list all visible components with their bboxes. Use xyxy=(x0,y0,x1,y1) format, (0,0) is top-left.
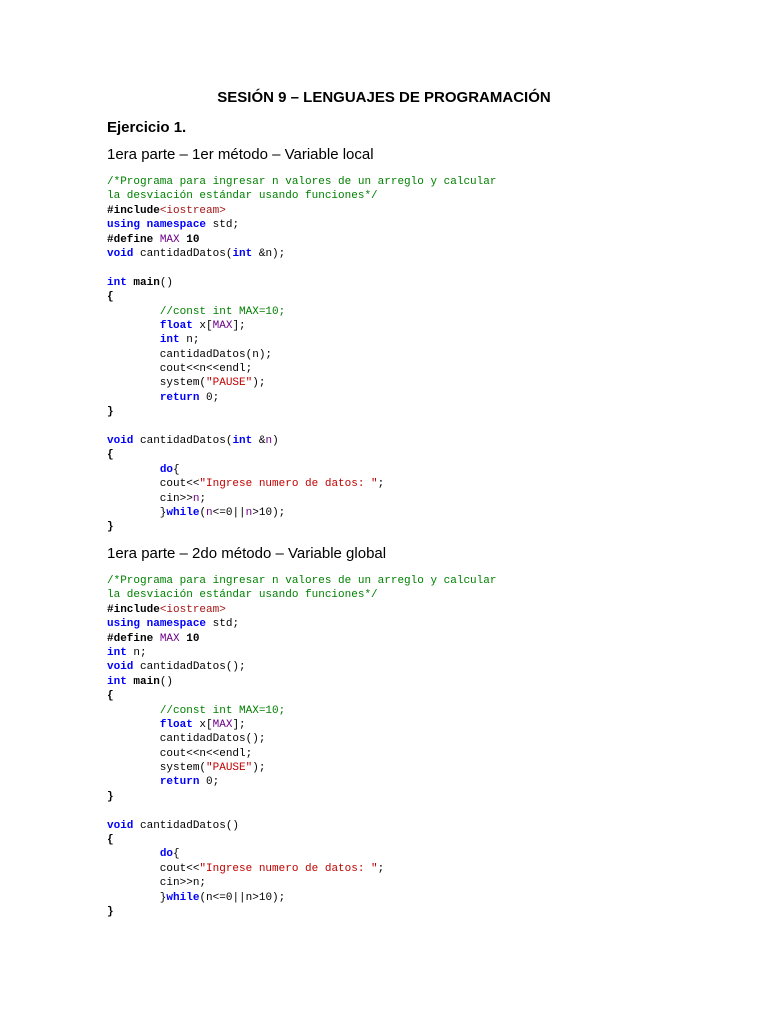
code-token: n; xyxy=(126,646,147,659)
code-token: <iostream> xyxy=(159,603,226,616)
code-token: la desviación estándar usando funciones*/ xyxy=(107,589,378,602)
code-line xyxy=(107,376,496,390)
code-token: int xyxy=(107,675,127,688)
code-token: std; xyxy=(206,219,240,232)
code-token: ]; xyxy=(232,718,246,731)
code-line xyxy=(107,675,496,689)
code-token: n xyxy=(245,506,253,519)
code-token: int xyxy=(107,276,127,289)
code-line xyxy=(107,761,496,775)
code-token: } xyxy=(107,506,167,519)
code-token: #include xyxy=(107,204,160,217)
code-token xyxy=(107,776,160,788)
code-token xyxy=(107,334,160,346)
code-line xyxy=(107,847,496,861)
code-token: MAX xyxy=(212,718,233,731)
code-token: do xyxy=(159,463,174,476)
code-token: while xyxy=(166,891,200,904)
code-token: float xyxy=(159,319,193,332)
code-token xyxy=(107,705,160,717)
code-line xyxy=(107,405,496,419)
code-line xyxy=(107,506,496,520)
code-line xyxy=(107,305,496,319)
code-token: cantidadDatos(n); xyxy=(107,348,273,361)
code-line xyxy=(107,333,496,347)
code-line xyxy=(107,732,496,746)
code-line xyxy=(107,434,496,448)
code-block-global-variable xyxy=(107,574,496,919)
code-token xyxy=(153,234,160,246)
code-line xyxy=(107,290,496,304)
code-line xyxy=(107,588,496,602)
code-line xyxy=(107,204,496,218)
code-token: "Ingrese numero de datos: " xyxy=(199,478,378,491)
code-line xyxy=(107,862,496,876)
code-token: ; xyxy=(377,862,385,875)
code-token: <iostream> xyxy=(159,204,226,217)
code-token: #define xyxy=(107,233,154,246)
code-token: main xyxy=(133,276,160,289)
code-line xyxy=(107,391,496,405)
code-token: { xyxy=(107,449,114,462)
code-token: la desviación estándar usando funciones*/ xyxy=(107,190,378,203)
code-token xyxy=(107,392,160,404)
code-line xyxy=(107,218,496,232)
code-token: (n<=0||n>10); xyxy=(199,891,286,904)
code-token: { xyxy=(107,690,114,703)
code-token: n xyxy=(192,492,200,505)
code-token: return xyxy=(159,776,200,789)
code-token: int xyxy=(232,435,253,448)
code-token: n xyxy=(206,506,213,519)
code-token: { xyxy=(173,848,180,861)
code-token: & xyxy=(252,435,266,448)
code-token: { xyxy=(173,463,180,476)
code-token: void xyxy=(107,435,134,448)
code-line xyxy=(107,603,496,617)
code-token: ; xyxy=(199,492,207,505)
code-line xyxy=(107,876,496,890)
code-line xyxy=(107,420,496,434)
code-token: cantidadDatos(); xyxy=(107,733,266,746)
code-token: cout<<n<<endl; xyxy=(107,363,253,376)
code-token: 0; xyxy=(199,776,220,789)
code-token: } xyxy=(107,790,114,803)
code-token: { xyxy=(107,291,114,304)
code-line xyxy=(107,276,496,290)
code-line xyxy=(107,492,496,506)
code-token: namespace xyxy=(146,618,207,631)
code-line xyxy=(107,574,496,588)
code-token: main xyxy=(133,675,160,688)
code-line xyxy=(107,689,496,703)
code-token: () xyxy=(159,675,174,688)
code-token: using xyxy=(107,219,141,232)
code-token: //const int MAX=10; xyxy=(159,704,286,717)
code-line xyxy=(107,718,496,732)
code-token: 0; xyxy=(199,391,220,404)
code-token: cantidadDatos( xyxy=(133,247,233,260)
code-line xyxy=(107,520,496,534)
code-token: cin>>n; xyxy=(107,877,207,890)
code-token xyxy=(140,219,147,231)
code-token: } xyxy=(107,891,167,904)
code-token: while xyxy=(166,506,200,519)
section-heading-global-variable: 1era parte – 2do método – Variable global xyxy=(107,545,387,562)
code-token: } xyxy=(107,905,114,918)
code-token: "Ingrese numero de datos: " xyxy=(199,862,378,875)
code-line xyxy=(107,905,496,919)
code-token: void xyxy=(107,661,134,674)
code-block-local-variable xyxy=(107,175,496,535)
code-token: /*Programa para ingresar n valores de un arreglo y calcular xyxy=(107,176,497,188)
code-token xyxy=(140,618,147,630)
code-token: 10 xyxy=(186,233,200,246)
code-token: { xyxy=(107,834,114,847)
page-title: SESIÓN 9 – LENGUAJES DE PROGRAMACIÓN xyxy=(217,89,551,106)
code-line xyxy=(107,261,496,275)
code-token: "PAUSE" xyxy=(206,377,253,390)
code-token xyxy=(107,848,160,860)
code-line xyxy=(107,233,496,247)
code-token: MAX xyxy=(159,632,180,645)
code-token: cout<<n<<endl; xyxy=(107,747,253,760)
code-line xyxy=(107,646,496,660)
code-token: /*Programa para ingresar n valores de un arreglo y calcular xyxy=(107,575,497,587)
exercise-heading: Ejercicio 1. xyxy=(107,119,187,136)
code-line xyxy=(107,775,496,789)
code-token: system( xyxy=(107,762,207,775)
code-token: cantidadDatos( xyxy=(133,435,233,448)
code-token: ; xyxy=(377,478,385,491)
code-token: ); xyxy=(252,377,266,390)
code-token: do xyxy=(159,848,174,861)
code-token xyxy=(107,719,160,731)
code-line xyxy=(107,617,496,631)
code-token: cantidadDatos(); xyxy=(133,661,246,674)
code-line xyxy=(107,833,496,847)
section-heading-local-variable: 1era parte – 1er método – Variable local xyxy=(107,146,374,163)
code-token: ); xyxy=(252,762,266,775)
code-token: () xyxy=(159,276,174,289)
code-token: ]; xyxy=(232,319,246,332)
code-token: float xyxy=(159,718,193,731)
code-token xyxy=(107,320,160,332)
code-token xyxy=(107,306,160,318)
code-line xyxy=(107,819,496,833)
code-token: cout<< xyxy=(107,862,200,875)
code-token: } xyxy=(107,406,114,419)
code-token: ) xyxy=(272,435,279,448)
code-line xyxy=(107,804,496,818)
code-line xyxy=(107,660,496,674)
code-line xyxy=(107,348,496,362)
code-token: n xyxy=(265,435,273,448)
code-token: int xyxy=(107,646,127,659)
code-token: namespace xyxy=(146,219,207,232)
code-token: #define xyxy=(107,632,154,645)
code-line xyxy=(107,247,496,261)
code-token: int xyxy=(232,247,253,260)
code-token: x[ xyxy=(192,718,213,731)
code-token: x[ xyxy=(192,319,213,332)
code-token: std; xyxy=(206,618,240,631)
code-token: system( xyxy=(107,377,207,390)
code-token: void xyxy=(107,247,134,260)
code-token: } xyxy=(107,521,114,534)
code-line xyxy=(107,319,496,333)
code-token: #include xyxy=(107,603,160,616)
code-token: n; xyxy=(179,334,200,347)
code-line xyxy=(107,463,496,477)
code-token: return xyxy=(159,391,200,404)
code-token: void xyxy=(107,819,134,832)
code-line xyxy=(107,362,496,376)
code-token: int xyxy=(159,334,180,347)
code-line xyxy=(107,790,496,804)
code-token: //const int MAX=10; xyxy=(159,305,286,318)
code-line xyxy=(107,632,496,646)
code-line xyxy=(107,189,496,203)
code-token: ( xyxy=(199,506,207,519)
code-line xyxy=(107,891,496,905)
code-token xyxy=(153,633,160,645)
code-token: >10); xyxy=(252,506,286,519)
code-token: cin>> xyxy=(107,492,193,505)
code-token: MAX xyxy=(212,319,233,332)
code-line xyxy=(107,477,496,491)
code-line xyxy=(107,704,496,718)
code-line xyxy=(107,448,496,462)
code-token: using xyxy=(107,618,141,631)
code-token: &n); xyxy=(252,247,286,260)
code-line xyxy=(107,747,496,761)
code-token: cantidadDatos() xyxy=(133,819,240,832)
code-token xyxy=(107,464,160,476)
code-token: "PAUSE" xyxy=(206,762,253,775)
code-token: MAX xyxy=(159,233,180,246)
code-token: cout<< xyxy=(107,478,200,491)
code-token: <=0|| xyxy=(212,506,246,519)
code-token: 10 xyxy=(186,632,200,645)
code-line xyxy=(107,175,496,189)
